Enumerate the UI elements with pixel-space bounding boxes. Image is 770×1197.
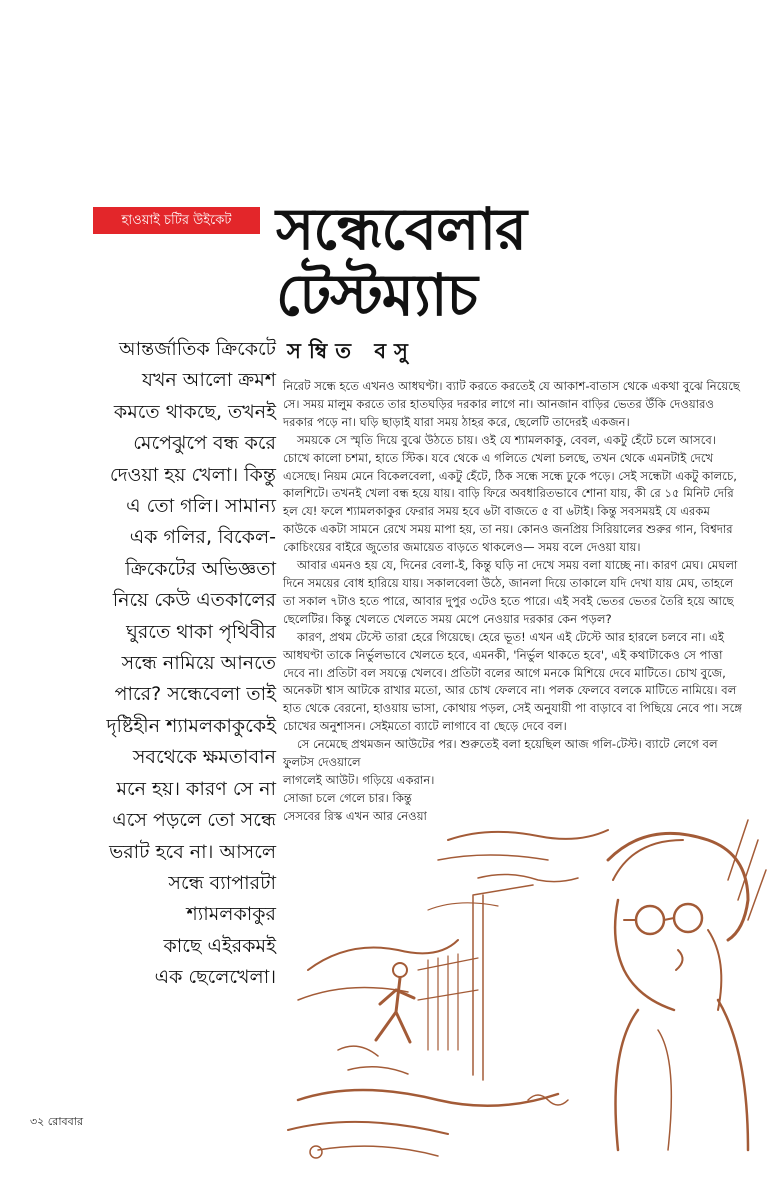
- pullquote-line: পারে? সন্ধেবেলা তাই: [114, 683, 276, 706]
- pullquote-line: নিয়ে কেউ এতকালের: [112, 589, 276, 612]
- pullquote-line: কাছে এইরকমই: [163, 934, 276, 957]
- pullquote-line: এ তো গলি। সামান্য: [126, 495, 276, 518]
- pullquote-line: এক ছেলেখেলা।: [154, 966, 276, 989]
- pull-quote: [28, 334, 276, 994]
- pullquote-line: ক্রিকেটের অভিজ্ঞতা: [125, 557, 276, 580]
- pullquote-line: শ্যামলকাকুর: [186, 903, 276, 926]
- article-body: [283, 378, 743, 826]
- body-paragraph: সে নেমেছে প্রথমজন আউটের পর। শুরুতেই বলা হয়েছিল আজ গলি-টেস্ট। ব্যাটে লেগে বল ফুলটস দেওয়ালে: [283, 737, 718, 770]
- author-byline: সম্বিত বসু: [287, 339, 416, 363]
- pullquote-line: আন্তর্জাতিক ক্রিকেটে: [118, 338, 276, 360]
- body-paragraph: নিরেট সন্ধে হতে এখনও আধঘণ্টা। ব্যাট করতে করতেই যে আকাশ-বাতাস থেকে একথা বুঝে নিয়েছে সে। সময় মালুম করতে তার হাতঘড়ির দরকার লাগে না। আনজান বাড়ির ভেতর উঁকি দেওয়ারও দরকার পড়ে না। ঘড়ি ছাড়াই যারা সময় ঠাহর করে, ছেলেটি তাদেরই একজন।: [283, 379, 740, 429]
- body-tail-line: সোজা চলে গেলে চার। কিন্তু: [283, 790, 412, 805]
- page-number-folio: ৩২ রোববার: [30, 1115, 83, 1128]
- body-paragraph: আবার এমনও হয় যে, দিনের বেলা-ই, কিন্তু ঘড়ি না দেখে সময় বলা যাচ্ছে না। কারণ মেঘ। মেঘলা দিনে সময়ের বোধ হারিয়ে যায়। সকালবেলা উঠে, জানলা দিয়ে তাকালে যদি দেখা যায় মেঘ, তাহলে তা সকাল ৭টাও হতে পারে, আবার দুপুর ৩টেও হতে পারে। এই সবই ভেতর ভেতর তৈরি হয়ে আছে ছেলেটির। কিন্তু খেলতে খেলতে সময় মেপে নেওয়ার দরকার কেন পড়ল?: [283, 558, 738, 626]
- body-tail-line: লাগলেই আউট। গড়িয়ে একরান।: [283, 772, 435, 787]
- pullquote-line: সন্ধে নামিয়ে আনতে: [121, 652, 276, 675]
- pullquote-line: মনে হয়। কারণ সে না: [116, 777, 276, 800]
- article-title: [276, 196, 746, 328]
- pullquote-line: এসে পড়লে তো সন্ধে: [112, 809, 276, 832]
- body-paragraph: সময়কে সে স্মৃতি দিয়ে বুঝে উঠতে চায়। ওই যে শ্যামলকাকু, বেবল, একটু হেঁটে চলে আসবে। চোখে কালো চশমা, হাতে স্টিক। যবে থেকে এ গলিতে খেলা চলছে, তখন থেকে এমনটাই দেখে এসেছে। নিয়ম মেনে বিকেলবেলা, একটু হেঁটে, ঠিক সন্ধে সন্ধে ঢুকে পড়ে। সেই সন্ধেটা একটু কালচে, কালশিটে। তখনই খেলা বন্ধ হয়ে যায়। বাড়ি ফিরে অবধারিতভাবে শোনা যায়, কী রে ১৫ মিনিট দেরি হল যে! ফলে শ্যামলকাকুর ফেরার সময় হবে ৬টা বাজতে ৫ বা ৬টাই। কিন্তু সবসময়ই যে এরকম কাউকে একটা সামনে রেখে সময় মাপা হয়, তা নয়। কোনও জনপ্রিয় সিরিয়ালের শুরুর গান, বিশ্বদার কোচিংয়ের বাইরে জুতোর জমায়েত বাড়তে থাকলেও— সময় বলে দেওয়া যায়।: [283, 432, 737, 555]
- pullquote-line: সন্ধে ব্যাপারটা: [168, 871, 276, 894]
- title-line-1: সন্ধেবেলার: [276, 195, 527, 263]
- section-tag: হাওয়াই চটির উইকেট: [93, 207, 260, 234]
- pullquote-line: যখন আলো ক্রমশ: [142, 369, 276, 392]
- pullquote-line: দৃষ্টিহীন শ্যামলকাকুকেই: [106, 714, 276, 737]
- pullquote-line: এক গলির, বিকেল-: [129, 526, 276, 549]
- pullquote-line: সবথেকে ক্ষমতাবান: [132, 746, 276, 769]
- sketch-illustration: [278, 800, 770, 1172]
- pullquote-line: ভরাট হবে না। আসলে: [109, 840, 276, 863]
- pullquote-line: ঘুরতে থাকা পৃথিবীর: [126, 620, 276, 643]
- pullquote-line: কমতে থাকছে, তখনই: [113, 400, 276, 423]
- body-paragraph: কারণ, প্রথম টেস্টে তারা হেরে গিয়েছে। হেরে ভূত! এখন এই টেস্টে আর হারলে চলবে না। এই আধঘণ্টা তাকে নির্ভুলভাবে খেলতে হবে, এমনকী, 'নির্ভুল থাকতে হবে', এই কথাটাকেও সে পাত্তা দেবে না। প্রতিটা বল সযত্নে খেলবে। প্রতিটা বলের আগে মনকে মিশিয়ে দেবে মাটিতে। চোখ বুজে, অনেকটা শ্বাস আটকে রাখার মতো, আর চোখ ফেলবে না। পলক ফেলবে বলকে মাটিতে নামিয়ে। বল হাত থেকে বেরনো, হাওয়ায় ভাসা, কোথায় পড়ল, সেই অনুযায়ী পা বাড়াবে বা পিছিয়ে নেবে পা। সঙ্গে চোখের অনুশাসন। সেইমতো ব্যাটে লাগাবে বা ছেড়ে দেবে বল।: [283, 629, 742, 734]
- pullquote-line: মেপেঝুপে বন্ধ করে: [133, 432, 276, 455]
- pullquote-line: দেওয়া হয় খেলা। কিন্তু: [109, 463, 276, 486]
- title-line-2: টেস্টম্যাচ: [276, 261, 477, 329]
- body-tail-line: সেসবের রিস্ক এখন আর নেওয়া: [283, 808, 427, 823]
